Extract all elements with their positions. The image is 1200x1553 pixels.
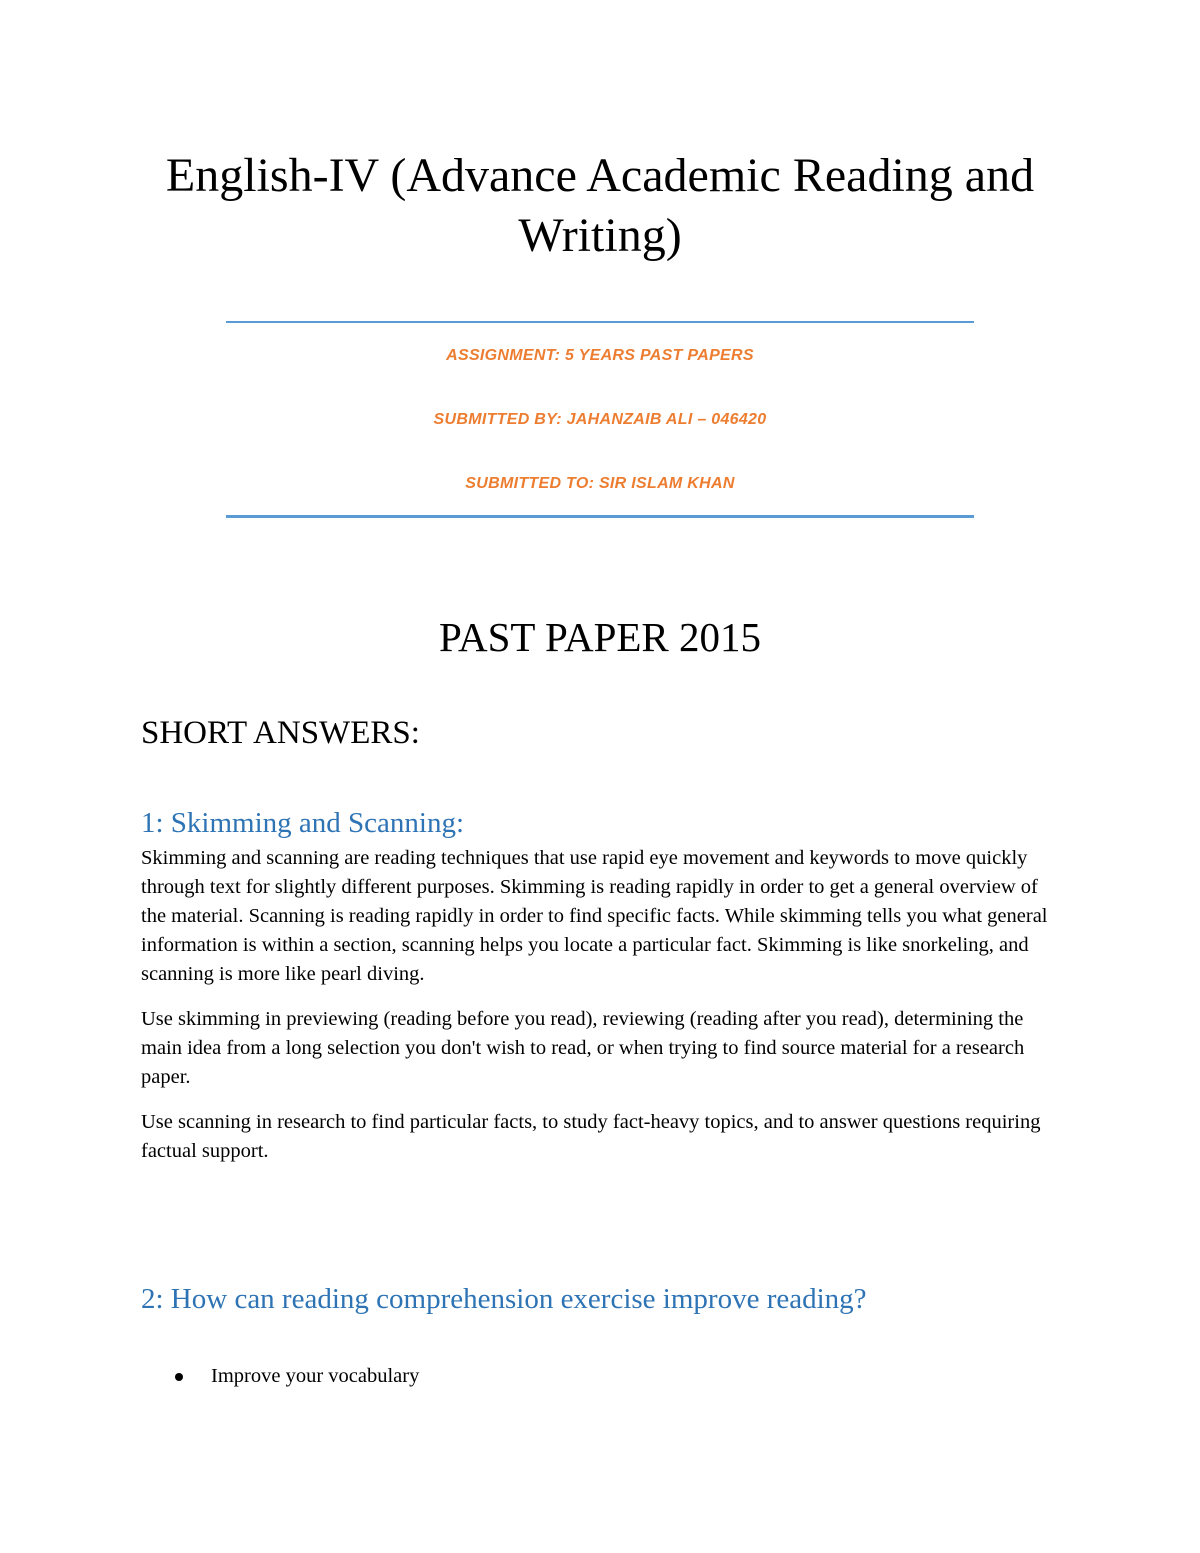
question-1-paragraph-1: Skimming and scanning are reading techniques that use rapid eye movement and keywords to move quickly through text for slightly different purposes. Skimming is reading rapidly in order to get a general overview of the material. Scanning is reading rapidly in order to find specific facts. While skimming tells you what general information is within a section, scanning helps you locate a particular fact. Skimming is like snorkeling, and scanning is more like pearl diving.: [141, 847, 1048, 985]
submitted-by-label: SUBMITTED BY: JAHANZAIB ALI – 046420: [433, 411, 767, 428]
document-title: English-IV (Advance Academic Reading and Writing): [165, 149, 1035, 262]
assignment-label: ASSIGNMENT: 5 YEARS PAST PAPERS: [446, 347, 754, 364]
bullet-item-text: Improve your vocabulary: [211, 1365, 420, 1387]
paper-title: PAST PAPER 2015: [438, 614, 762, 660]
section-heading: SHORT ANSWERS:: [141, 715, 420, 751]
bullet-dot-icon: [175, 1373, 183, 1381]
question-1-paragraph-3: Use scanning in research to find particular facts, to study fact-heavy topics, and to answer questions requiring factual support.: [141, 1111, 1041, 1162]
question-2-bullet-list: [141, 1362, 1061, 1391]
question-1-heading: 1: Skimming and Scanning:: [141, 807, 465, 839]
bottom-divider: [226, 515, 974, 518]
question-2-heading: 2: How can reading comprehension exercise improve reading?: [141, 1283, 867, 1315]
question-1-paragraph-2: Use skimming in previewing (reading before you read), reviewing (reading after you read), determining the main idea from a long selection you don't wish to read, or when trying to find source material for a research paper.: [141, 1008, 1025, 1088]
bullet-item: [141, 1362, 1061, 1391]
submitted-to-label: SUBMITTED TO: SIR ISLAM KHAN: [465, 475, 735, 492]
top-divider: [226, 321, 974, 323]
